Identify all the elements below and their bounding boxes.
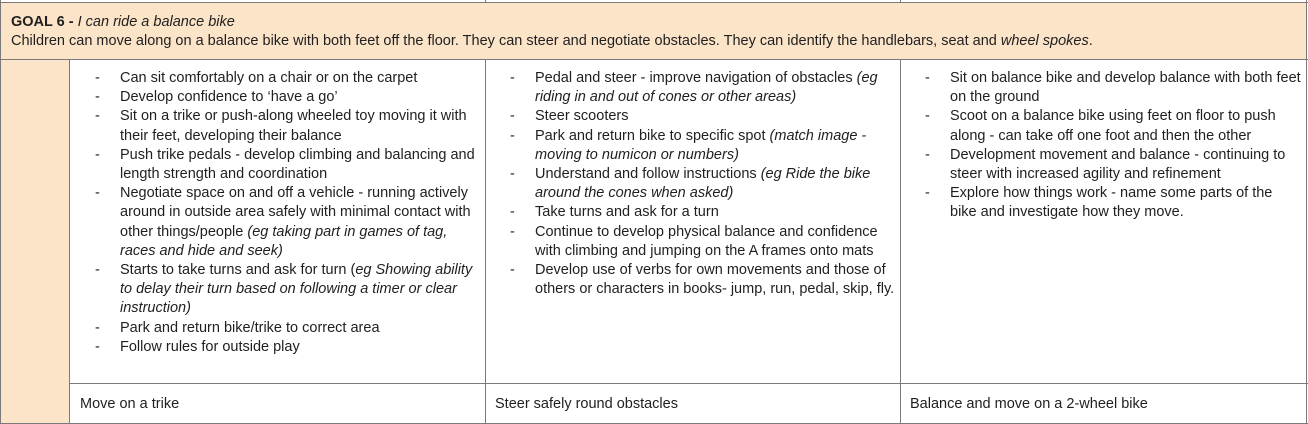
border-left (0, 0, 1, 424)
list-item-text: Develop confidence to ‘have a go’ (120, 89, 338, 106)
list-item-text: Development movement and balance - continuing to steer with increased agility and refinement (950, 146, 1286, 183)
column-obstacles (505, 69, 897, 299)
divider-footer (69, 383, 1308, 384)
divider-col2-top (900, 0, 901, 3)
list-item-text: eg Showing ability to delay their turn based on following a timer or clear instruction) (120, 262, 473, 317)
list-item-text: (eg riding in and out of cones or other areas) (535, 70, 878, 106)
goal-description-part: wheel spokes (1000, 33, 1089, 49)
list-item-text: Develop use of verbs for own movements and those of others or characters in books- jump, run, pedal, skip, fly. (535, 262, 895, 298)
list-item (90, 69, 482, 88)
footer-trike: Move on a trike (80, 396, 180, 412)
column-balance-bike (920, 69, 1302, 223)
list-item-text: Pedal and steer - improve navigation of obstacles (535, 70, 857, 86)
list-item-text: Park and return bike/trike to correct area (120, 319, 380, 336)
list-item (90, 146, 482, 184)
list-item-text: Negotiate space on and off a vehicle - running actively around in outside area safely with minimal contact with other things/people (120, 185, 471, 240)
list-item-text: Understand and follow instructions (535, 166, 761, 183)
list-item (920, 184, 1302, 222)
list-item (90, 107, 482, 145)
list-item-text: Park and return bike to specific spot (535, 127, 770, 144)
side-color-strip (1, 60, 69, 423)
list-item (920, 69, 1302, 107)
border-right (1306, 0, 1307, 424)
list-item (505, 261, 897, 299)
list-item-text: Take turns and ask for a turn (535, 204, 719, 221)
goal-label: GOAL 6 - (11, 14, 78, 30)
list-item-text: Explore how things work - name some parts of the bike and investigate how they move. (950, 185, 1273, 221)
list-item-text: Sit on a trike or push-along wheeled toy moving it with their feet, developing their balance (120, 108, 467, 144)
divider-header (0, 59, 1308, 60)
list-item-text: Continue to develop physical balance and confidence with climbing and jumping on the A frames onto mats (535, 223, 878, 259)
divider-col2 (900, 59, 901, 424)
list-item-text: (eg Ride the bike around the cones when asked) (535, 166, 871, 202)
list-item (920, 146, 1302, 184)
list-item-text: Sit on balance bike and develop balance with both feet on the ground (950, 70, 1301, 106)
list-item-text: (match image - moving to numicon or numbers) (535, 127, 867, 163)
list-item-text: Starts to take turns and ask for turn ( (120, 262, 356, 279)
list-item (505, 107, 897, 126)
goal-header-band (1, 3, 1306, 59)
column-trike (90, 69, 482, 357)
divider-col1 (485, 59, 486, 424)
list-item (505, 203, 897, 222)
list-item-text: (eg taking part in games of tag, races and hide and seek) (120, 223, 448, 259)
goal-description-part: . (1088, 33, 1093, 49)
footer-obstacles: Steer safely round obstacles (495, 396, 678, 412)
list-item (90, 261, 482, 319)
list-item (90, 319, 482, 338)
goal-description (11, 33, 1093, 49)
divider-col1-top (485, 0, 486, 3)
list-item (505, 223, 897, 261)
list-item-text: Steer scooters (535, 108, 629, 125)
list-item (920, 107, 1302, 145)
list-item (505, 127, 897, 165)
list-item (505, 69, 897, 107)
list-item (90, 338, 482, 357)
goal-description-part: Children can move along on a balance bike with both feet off the floor. They can steer and negotiate obstacles. They can identify the handlebars, seat and (11, 33, 1001, 49)
divider-strip (69, 59, 70, 424)
border-top (0, 2, 1308, 3)
list-item-text: Can sit comfortably on a chair or on the carpet (120, 70, 418, 86)
goal-statement: I can ride a balance bike (77, 14, 235, 30)
footer-balance-bike: Balance and move on a 2-wheel bike (910, 396, 1148, 412)
list-item-text: Follow rules for outside play (120, 338, 300, 355)
list-item (505, 165, 897, 203)
goal-title (11, 14, 235, 30)
list-item (90, 88, 482, 107)
list-item-text: Scoot on a balance bike using feet on floor to push along - can take off one foot and then the other (950, 108, 1276, 144)
list-item (90, 184, 482, 261)
list-item-text: Push trike pedals - develop climbing and balancing and length strength and coordination (120, 146, 475, 183)
